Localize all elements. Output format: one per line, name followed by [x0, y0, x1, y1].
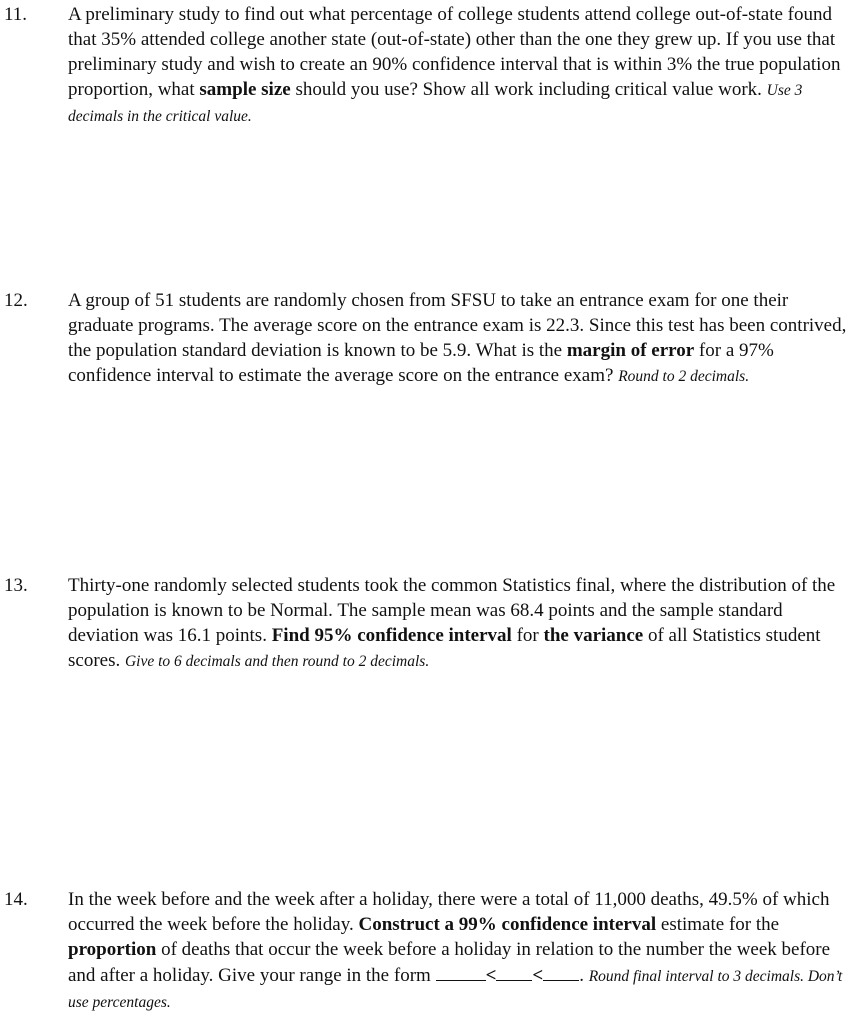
question-text-run: estimate for the — [656, 914, 780, 935]
answer-blank — [436, 962, 486, 981]
question-text-run: of deaths that occur the week before a holiday in relation to the number the week before and after a holiday. Give your range in the form — [68, 939, 831, 986]
question-number: 11. — [4, 4, 28, 25]
question-number: 13. — [4, 575, 28, 596]
bold-emphasis: the variance — [543, 625, 644, 646]
question-text-run: . — [579, 965, 589, 986]
bold-emphasis: < — [485, 965, 497, 986]
answer-blank — [496, 962, 532, 981]
question-text-run: A preliminary study to find out what percentage of college students attend college out-of-state found that 35% attended college another state (out-of-state) other than the one they grew up. If you use that preliminary study and wish to create an 90% confidence interval that is within 3% the true population proportion, what — [68, 4, 841, 100]
question-text-run: of all Statistics student scores. — [68, 625, 821, 671]
question-text — [68, 2, 848, 129]
instruction-note: Round final interval to 3 decimals. Don’t use percentages. — [68, 968, 843, 1011]
instruction-note: Use 3 decimals in the critical value. — [68, 82, 803, 125]
answer-blank — [543, 962, 579, 981]
question-text-run: for — [511, 625, 544, 646]
instruction-note: Round to 2 decimals. — [618, 368, 750, 385]
question-text-run: for a 97% confidence interval to estimate the average score on the entrance exam? — [68, 340, 774, 386]
question-text-run: In the week before and the week after a holiday, there were a total of 11,000 deaths, 49.5% of which occurred the week before the holiday. — [68, 889, 830, 935]
bold-emphasis: Construct a 99% confidence interval — [358, 914, 657, 935]
question-text-run: A group of 51 students are randomly chosen from SFSU to take an entrance exam for one their graduate programs. The average score on the entrance exam is 22.3. Since this test has been contrived, the population standard deviation is known to be 5.9. What is the — [68, 290, 847, 361]
question-text — [68, 288, 848, 389]
bold-emphasis: Find 95% confidence interval — [271, 625, 512, 646]
question-text — [68, 887, 848, 1015]
bold-emphasis: proportion — [68, 939, 157, 960]
bold-emphasis: < — [532, 965, 544, 986]
bold-emphasis: margin of error — [566, 340, 695, 361]
question-number: 12. — [4, 290, 28, 311]
question-number: 14. — [4, 889, 28, 910]
question-text-run: Thirty-one randomly selected students took the common Statistics final, where the distribution of the population is known to be Normal. The sample mean was 68.4 points and the sample standard deviation was 16.1 points. — [68, 575, 836, 646]
bold-emphasis: sample size — [199, 79, 291, 100]
question-text-run: should you use? Show all work including critical value work. — [290, 79, 767, 100]
question-text — [68, 573, 848, 674]
instruction-note: Give to 6 decimals and then round to 2 decimals. — [124, 653, 430, 670]
